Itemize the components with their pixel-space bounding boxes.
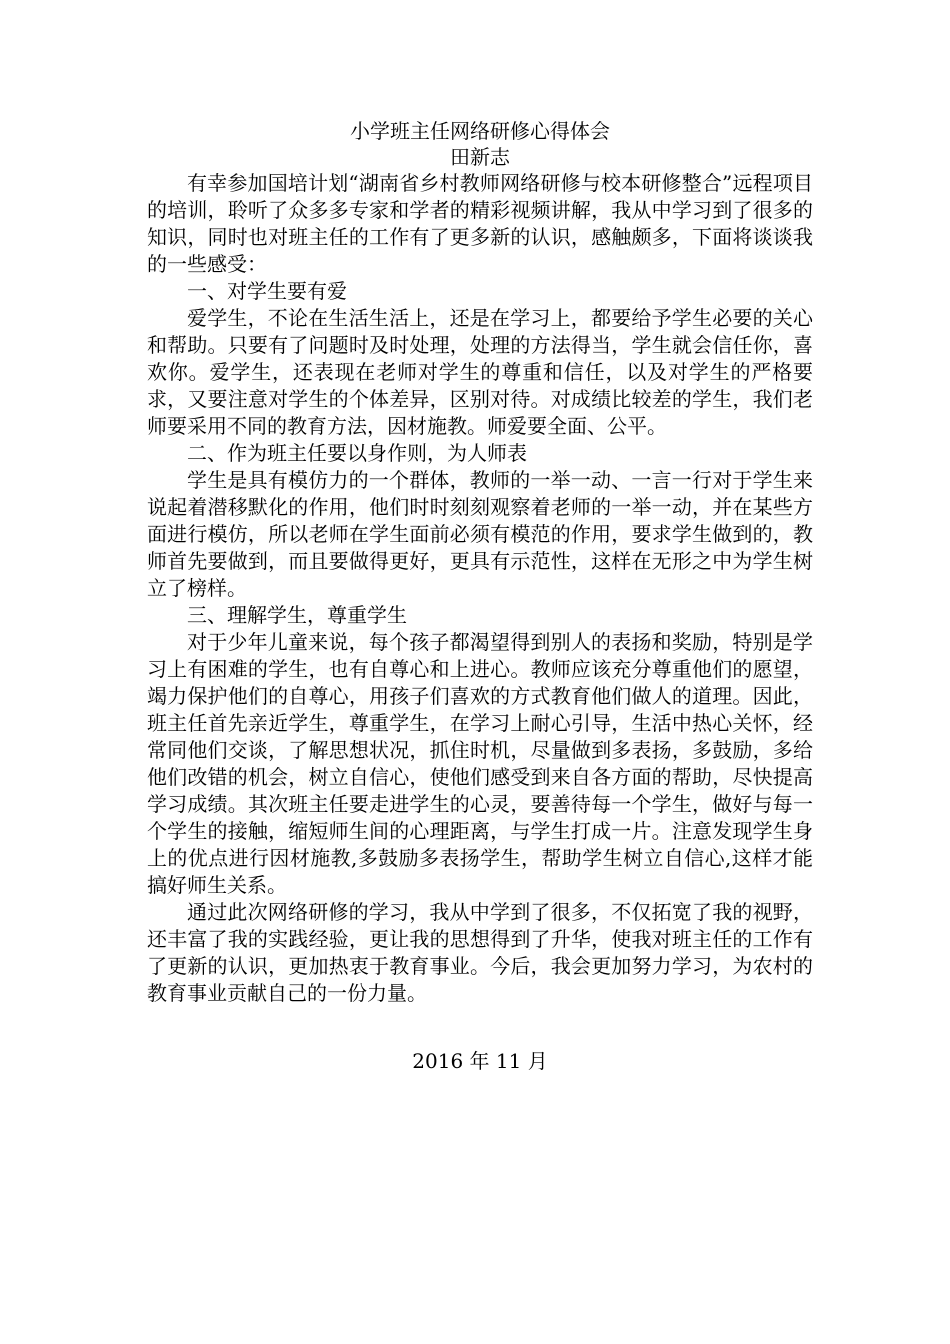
document-page	[147, 118, 813, 1073]
document-body	[147, 170, 813, 1007]
document-date: 2016 年 11 月	[412, 1049, 548, 1073]
document-author: 田新志	[450, 145, 510, 169]
paragraph-intro: 有幸参加国培计划“湖南省乡村教师网络研修与校本研修整合”远程项目的培训，聆听了众多多专家和学者的精彩视频讲解，我从中学习到了很多的知识，同时也对班主任的工作有了更多新的认识，感触颇多，下面将谈谈我的一些感受：	[147, 171, 813, 276]
section-heading-1: 一、对学生要有爱	[187, 279, 347, 303]
paragraph-section-3: 对于少年儿童来说，每个孩子都渴望得到别人的表扬和奖励，特别是学习上有困难的学生，也有自尊心和上进心。教师应该充分尊重他们的愿望，竭力保护他们的自尊心，用孩子们喜欢的方式教育他们做人的道理。因此，班主任首先亲近学生，尊重学生，在学习上耐心引导，生活中热心关怀，经常同他们交谈，了解思想状况，抓住时机，尽量做到多表扬，多鼓励，多给他们改错的机会，树立自信心，使他们感受到来自各方面的帮助，尽快提高学习成绩。其次班主任要走进学生的心灵，要善待每一个学生，做好与每一个学生的接触，缩短师生间的心理距离，与学生打成一片。注意发现学生身上的优点进行因材施教,多鼓励多表扬学生，帮助学生树立自信心,这样才能搞好师生关系。	[147, 630, 813, 897]
paragraph-conclusion: 通过此次网络研修的学习，我从中学到了很多，不仅拓宽了我的视野，还丰富了我的实践经验，更让我的思想得到了升华，使我对班主任的工作有了更新的认识，更加热衷于教育事业。今后，我会更加努力学习，为农村的教育事业贡献自己的一份力量。	[147, 900, 813, 1005]
document-title: 小学班主任网络研修心得体会	[350, 119, 610, 143]
section-heading-3: 三、理解学生，尊重学生	[187, 603, 407, 627]
paragraph-section-2: 学生是具有模仿力的一个群体，教师的一举一动、一言一行对于学生来说起着潜移默化的作用，他们时时刻刻观察着老师的一举一动，并在某些方面进行模仿，所以老师在学生面前必须有模范的作用，要求学生做到的，教师首先要做到，而且要做得更好，更具有示范性，这样在无形之中为学生树立了榜样。	[147, 468, 813, 600]
paragraph-section-1: 爱学生，不论在生活生活上，还是在学习上，都要给予学生必要的关心和帮助。只要有了问题时及时处理，处理的方法得当，学生就会信任你，喜欢你。爱学生，还表现在老师对学生的尊重和信任，以及对学生的严格要求，又要注意对学生的个体差异，区别对待。对成绩比较差的学生，我们老师要采用不同的教育方法，因材施教。师爱要全面、公平。	[147, 306, 813, 438]
section-heading-2: 二、作为班主任要以身作则，为人师表	[187, 441, 527, 465]
